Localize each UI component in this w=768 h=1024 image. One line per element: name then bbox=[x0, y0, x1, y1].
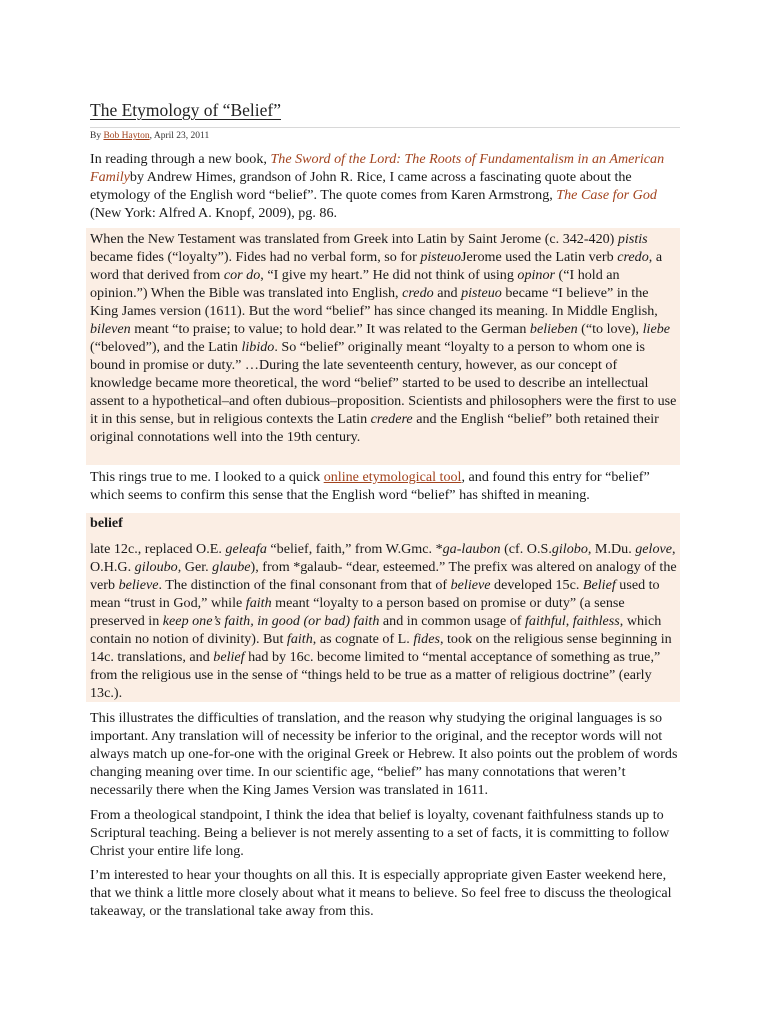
quote-term: libido bbox=[241, 339, 275, 355]
entry-term: faithful bbox=[525, 613, 566, 629]
entry-text: , took on the religious sense beginning in 14c. translations, and bbox=[90, 631, 672, 665]
quote-term: opinor bbox=[517, 267, 556, 283]
intro-text: In reading through a new book, bbox=[90, 151, 271, 167]
quote-text: . So “belief” originally meant “loyalty to a person to whom one is bound in promise or duty.” …During the late seventeenth century, however, as our concept of knowledge became more theoretical, the word “belief” started to be used to describe an intellectual assent to a hypothetical–and often dubious–proposition. Scientists and philosophers were the first to use it in this sense, but in religious contexts the Latin bbox=[90, 339, 677, 427]
entry-text: , which contain no notion of divinity). But bbox=[90, 613, 662, 647]
entry-term: Belief bbox=[582, 577, 616, 593]
quote-text: When the New Testament was translated from Greek into Latin by Saint Jerome (c. 342-420) bbox=[90, 231, 618, 247]
entry-text: ), from *galaub- “dear, esteemed.” The prefix was altered on analogy of the verb bbox=[90, 559, 677, 593]
quote-text: and the English “belief” both retained their original connotations well into the 19th century. bbox=[90, 411, 659, 445]
entry-term: fides bbox=[413, 631, 440, 647]
entry-term: believe bbox=[118, 577, 159, 593]
paragraph-text: This rings true to me. I looked to a quick bbox=[90, 469, 324, 485]
quote-text: (“beloved”), and the Latin bbox=[90, 339, 242, 355]
quote-term: credo bbox=[617, 249, 649, 265]
entry-term: faith bbox=[286, 631, 313, 647]
entry-term: ga-laubon bbox=[442, 541, 501, 557]
quote-text: (“to love), bbox=[577, 321, 643, 337]
entry-text: had by 16c. become limited to “mental acceptance of something as true,” from the religious use in the sense of “things held to be true as a matter of religious doctrine” (early 13c.). bbox=[90, 649, 661, 701]
entry-term: giloubo bbox=[134, 559, 178, 575]
entry-text: “belief, faith,” from W.Gmc. * bbox=[266, 541, 443, 557]
quote-term: credo bbox=[402, 285, 434, 301]
paragraph-text: , and found this entry for “belief” which seems to confirm this sense that the English word “belief” has shifted in meaning. bbox=[90, 469, 650, 503]
etymology-tool-link[interactable]: online etymological tool bbox=[323, 469, 462, 485]
quote-text: (“I hold an opinion.”) When the Bible was translated into English, bbox=[90, 267, 620, 301]
entry-text: , O.H.G. bbox=[90, 541, 676, 575]
entry-headword: belief bbox=[90, 515, 123, 531]
entry-text: developed 15c. bbox=[490, 577, 583, 593]
intro-text: (New York: Alfred A. Knopf, 2009), pg. 86. bbox=[90, 205, 338, 221]
entry-term: faith bbox=[245, 595, 272, 611]
quote-text: , “I give my heart.” He did not think of using bbox=[260, 267, 518, 283]
quote-term: credere bbox=[370, 411, 413, 427]
entry-text: meant “loyalty to a person based on promise or duty” (a sense preserved in bbox=[90, 595, 625, 629]
entry-term: geleafa bbox=[225, 541, 267, 557]
entry-term: gilobo bbox=[551, 541, 588, 557]
entry-term: gelove bbox=[635, 541, 673, 557]
entry-term: faithless bbox=[572, 613, 620, 629]
quote-text: Jerome used the Latin verb bbox=[461, 249, 618, 265]
quote-term: cor do bbox=[223, 267, 261, 283]
intro-paragraph bbox=[90, 150, 680, 222]
entry-term: believe bbox=[450, 577, 491, 593]
quote-term: bileven bbox=[90, 321, 131, 337]
etymology-entry bbox=[90, 540, 680, 702]
quote-text: meant “to praise; to value; to hold dear.” It was related to the German bbox=[130, 321, 530, 337]
byline-prefix: By bbox=[90, 131, 104, 141]
author-link[interactable]: Bob Hayton bbox=[103, 131, 150, 141]
entry-text: late 12c., replaced O.E. bbox=[90, 541, 226, 557]
byline bbox=[90, 129, 680, 143]
quote-text: became fides (“loyalty”). Fides had no verbal form, so for bbox=[90, 249, 421, 265]
quote-text: and bbox=[433, 285, 462, 301]
book-title-link[interactable]: The Sword of the Lord: The Roots of Fundamentalism in an American Family bbox=[90, 151, 665, 185]
post-date: , April 23, 2011 bbox=[149, 131, 210, 141]
quote-term: pisteuo bbox=[420, 249, 462, 265]
entry-text: and in common usage of bbox=[379, 613, 526, 629]
entry-term: glaube bbox=[212, 559, 251, 575]
source-title-link[interactable]: The Case for God bbox=[556, 187, 657, 203]
article-title: The Etymology of “Belief” bbox=[90, 100, 281, 120]
entry-text: , as cognate of L. bbox=[312, 631, 414, 647]
entry-text: , Ger. bbox=[177, 559, 213, 575]
entry-text: , M.Du. bbox=[587, 541, 636, 557]
entry-text: used to mean “trust in God,” while bbox=[90, 577, 660, 611]
theology-paragraph: From a theological standpoint, I think the idea that belief is loyalty, covenant faithfulness stands up to Scriptural teaching. Being a believer is not merely assenting to a set of facts, it is committing to follow Christ your entire life long. bbox=[90, 807, 670, 859]
quote-term: pistis bbox=[617, 231, 648, 247]
translation-paragraph: This illustrates the difficulties of translation, and the reason why studying the original languages is so important. Any translation will of necessity be inferior to the original, and the receptor words will not always match up one-for-one with the original Greek or Hebrew. It also points out the problem of words changing meaning over time. In our scientific age, “belief” has many connotations that weren’t necessarily there when the King James Version was translated in 1611. bbox=[90, 710, 678, 798]
quote-term: pisteuo bbox=[461, 285, 502, 301]
quote-text: , a word that derived from bbox=[90, 249, 663, 283]
armstrong-blockquote bbox=[90, 230, 680, 446]
tool-paragraph bbox=[90, 468, 680, 504]
quote-term: belieben bbox=[529, 321, 578, 337]
intro-text: by Andrew Himes, grandson of John R. Rice, I came across a fascinating quote about the etymology of the English word “belief”. The quote comes from Karen Armstrong, bbox=[90, 169, 632, 203]
closing-paragraph: I’m interested to hear your thoughts on all this. It is especially appropriate given Easter weekend here, that we think a little more closely about what it means to believe. So feel free to discuss the theological takeaway, or the translational take away from this. bbox=[90, 867, 672, 919]
quote-text: became “I believe” in the King James version (1611). But the word “belief” has since changed its meaning. In Middle English, bbox=[90, 285, 658, 319]
quote-term: liebe bbox=[642, 321, 670, 337]
entry-text: , bbox=[565, 613, 573, 629]
title-divider bbox=[90, 127, 680, 128]
entry-term: keep one’s faith, in good (or bad) faith bbox=[162, 613, 380, 629]
entry-term: belief bbox=[213, 649, 245, 665]
entry-text: (cf. O.S. bbox=[500, 541, 552, 557]
entry-text: . The distinction of the final consonant from that of bbox=[158, 577, 451, 593]
